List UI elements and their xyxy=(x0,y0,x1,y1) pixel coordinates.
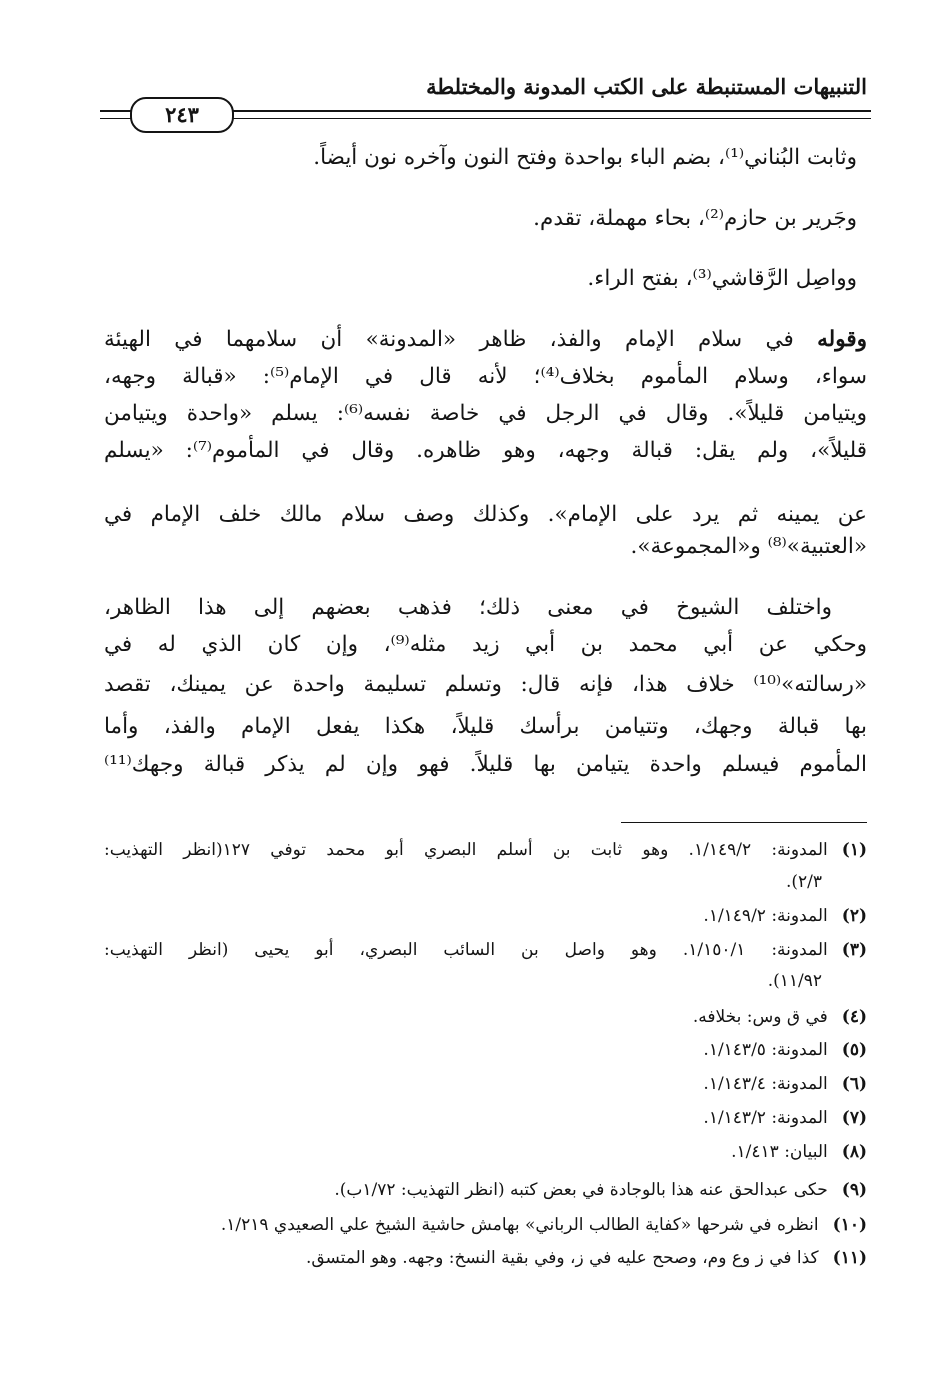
footnote-number: (٦) xyxy=(841,1074,867,1094)
footnote-number: (١٠) xyxy=(832,1215,867,1235)
footnote-number: (٥) xyxy=(841,1040,867,1060)
footnote: (١)المدونة: ١/١٤٩/٢. وهو ثابت بن أسلم البصري أبو محمد توفي ١٢٧(انظر التهذيب: xyxy=(104,836,867,864)
body-line: ويتيامن قليلاً». وقال في الرجل في خاصة نفسه⁽⁶⁾: يسلم «واحدة ويتيامن xyxy=(104,401,867,426)
body-line: وواصِل الرَّقاشي⁽³⁾، بفتح الراء. xyxy=(587,266,857,291)
footnote-continuation: ٢/٣). xyxy=(785,872,822,892)
body-line: واختلف الشيوخ في معنى ذلك؛ فذهب بعضهم إلى هذا الظاهر، xyxy=(104,595,832,620)
footnote-continuation: ١١/٩٢). xyxy=(767,971,822,991)
footnote-number: (١) xyxy=(841,840,868,860)
body-line: وحكي عن أبي محمد بن أبي زيد مثله⁽⁹⁾، وإن كان الذي له في xyxy=(104,632,867,657)
footnote-number: (٤) xyxy=(841,1007,867,1027)
body-line: وجَرير بن حازم⁽²⁾، بحاء مهملة، تقدم. xyxy=(533,206,857,231)
footnote: (١٠)انظره في شرحها «كفاية الطالب الرباني» بهامش حاشية الشيخ علي الصعيدي ١/٢١٩. xyxy=(221,1211,867,1239)
body-line: عن يمينه ثم يرد على الإمام». وكذلك وصف سلام مالك خلف الإمام في xyxy=(104,502,867,527)
body-line: قليلاً»، ولم يقل: قبالة وجهه، وهو ظاهره. وقال في المأموم⁽⁷⁾: «يسلم xyxy=(104,438,867,463)
footnote-number: (٣) xyxy=(841,940,867,960)
page-number: ٢٤٣ xyxy=(130,97,234,133)
footnote-number: (١١) xyxy=(832,1248,867,1268)
footnote-number: (٢) xyxy=(841,906,867,926)
body-line: بها قبالة وجهك، وتتيامن برأسك قليلاً، هكذا يفعل الإمام والفذ، وأما xyxy=(104,714,867,739)
running-title: التنبيهات المستنبطة على الكتب المدونة والمختلطة xyxy=(426,74,867,99)
footnote: (٩)حكى عبدالحق عنه هذا بالوجادة في بعض كتبه (انظر التهذيب: ١/٧٢ب). xyxy=(334,1176,867,1204)
footnote: (٢)المدونة: ١/١٤٩/٢. xyxy=(703,902,867,930)
footnote: (٧)المدونة: ١/١٤٣/٢. xyxy=(703,1104,867,1132)
footnote: (٤)في ق وس: بخلافه. xyxy=(693,1003,867,1031)
footnote-number: (٩) xyxy=(841,1180,867,1200)
footnote: (١١)كذا في ز وع وم، وصحح عليه في ز، وفي بقية النسخ: وجهه. وهو المتسق. xyxy=(306,1244,867,1272)
body-line: المأموم فيسلم واحدة يتيامن بها قليلاً. فهو وإن لم يذكر قبالة وجهك⁽¹¹⁾ xyxy=(104,752,867,777)
footnote: (٥)المدونة: ١/١٤٣/٥. xyxy=(703,1036,867,1064)
footnote-number: (٨) xyxy=(841,1142,867,1162)
footnote: (٣)المدونة: ١/١٥٠/١. وهو واصل بن السائب البصري، أبو يحيى (انظر التهذيب: xyxy=(104,936,867,964)
body-line: «رسالته»⁽¹⁰⁾ خلاف هذا، فإنه قال: وتسلم تسليمة واحدة عن يمينك، تقصد xyxy=(104,672,867,697)
footnote: (٦)المدونة: ١/١٤٣/٤. xyxy=(703,1070,867,1098)
footnote-number: (٧) xyxy=(841,1108,867,1128)
body-line: سواء، وسلام المأموم بخلاف⁽⁴⁾؛ لأنه قال في الإمام⁽⁵⁾: «قبالة وجهه، xyxy=(104,364,868,389)
body-line: وقوله في سلام الإمام والفذ، ظاهر «المدونة» أن سلامهما في الهيئة xyxy=(104,327,867,352)
footnote-separator xyxy=(621,822,867,823)
lead-word: وقوله xyxy=(817,327,867,352)
footnote: (٨)البيان: ١/٤١٣. xyxy=(731,1138,867,1166)
body-line: وثابت البُناني⁽¹⁾، بضم الباء بواحدة وفتح النون وآخره نون أيضاً. xyxy=(313,145,857,170)
body-line: «العتبية»⁽⁸⁾ و«المجموعة». xyxy=(630,534,867,559)
